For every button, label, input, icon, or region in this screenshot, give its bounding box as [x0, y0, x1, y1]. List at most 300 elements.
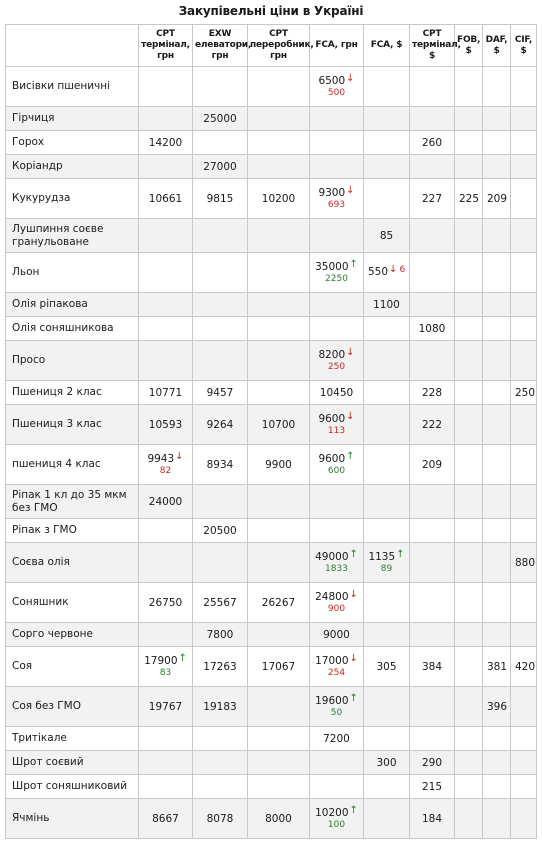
price-value: 17000 [315, 655, 349, 667]
price-cell: 381 [483, 647, 511, 687]
price-cell [139, 155, 193, 179]
table-row [6, 543, 537, 583]
price-cell [483, 341, 511, 381]
price-cell [364, 253, 410, 293]
product-name: Соя без ГМО [6, 687, 139, 727]
price-cell [511, 799, 537, 839]
price-cell [248, 687, 310, 727]
price-value: 6500 [318, 75, 346, 87]
price-cell [483, 317, 511, 341]
price-with-change [315, 551, 358, 574]
price-cell [483, 107, 511, 131]
price-cell [483, 485, 511, 519]
price-cell [364, 775, 410, 799]
price-cell [310, 647, 364, 687]
table-row [6, 341, 537, 381]
price-value: 9943 [147, 453, 175, 465]
price-cell [511, 623, 537, 647]
price-cell [139, 751, 193, 775]
price-cell [364, 107, 410, 131]
price-cell [455, 775, 483, 799]
price-cell [511, 445, 537, 485]
table-row [6, 107, 537, 131]
price-cell [364, 67, 410, 107]
product-name: Кукурудза [6, 179, 139, 219]
product-name: Олія соняшникова [6, 317, 139, 341]
header-cell: FCA, $ [364, 25, 410, 67]
price-cell: 10450 [310, 381, 364, 405]
price-cell: 17263 [193, 647, 248, 687]
product-name: Ріпак з ГМО [6, 519, 139, 543]
price-cell: 184 [410, 799, 455, 839]
price-cell [455, 647, 483, 687]
price-cell: 19183 [193, 687, 248, 727]
product-name: Соєва олія [6, 543, 139, 583]
price-cell: 9264 [193, 405, 248, 445]
price-cell [364, 155, 410, 179]
price-cell [511, 519, 537, 543]
price-cell [139, 253, 193, 293]
price-cell [248, 155, 310, 179]
price-cell [364, 799, 410, 839]
price-cell [483, 799, 511, 839]
product-name: Горох [6, 131, 139, 155]
price-cell [511, 293, 537, 317]
price-value: 35000 [315, 261, 349, 273]
price-cell [511, 67, 537, 107]
product-name: Ячмінь [6, 799, 139, 839]
price-with-change [318, 349, 354, 372]
table-row [6, 381, 537, 405]
table-row [6, 519, 537, 543]
price-cell [310, 799, 364, 839]
price-cell [248, 485, 310, 519]
price-cell [193, 219, 248, 253]
price-cell [410, 543, 455, 583]
price-cell: 10700 [248, 405, 310, 445]
price-cell [139, 727, 193, 751]
price-cell [511, 219, 537, 253]
arrow-up-icon: ↑ [349, 805, 358, 816]
price-with-change [315, 695, 358, 718]
price-cell [364, 131, 410, 155]
price-cell [193, 317, 248, 341]
price-cell: 384 [410, 647, 455, 687]
price-cell [455, 799, 483, 839]
product-name: Пшениця 2 клас [6, 381, 139, 405]
arrow-down-icon: ↓ [349, 653, 358, 664]
product-name: Пшениця 3 клас [6, 405, 139, 445]
price-cell [364, 519, 410, 543]
price-cell: 396 [483, 687, 511, 727]
product-name: Ріпак 1 кл до 35 мкм без ГМО [6, 485, 139, 519]
price-cell [310, 293, 364, 317]
price-cell [310, 445, 364, 485]
price-cell [310, 519, 364, 543]
table-row [6, 67, 537, 107]
header-cell: FCA, грн [310, 25, 364, 67]
product-name: Сорго червоне [6, 623, 139, 647]
price-cell: 8000 [248, 799, 310, 839]
header-cell: CPT термінал, $ [410, 25, 455, 67]
price-cell [511, 405, 537, 445]
price-cell [410, 623, 455, 647]
price-cell [483, 751, 511, 775]
price-cell [511, 485, 537, 519]
page-title: Закупівельні ціни в Україні [178, 4, 364, 18]
price-cell: 8934 [193, 445, 248, 485]
price-cell [410, 341, 455, 381]
table-row [6, 485, 537, 519]
price-cell [139, 775, 193, 799]
price-cell: 25000 [193, 107, 248, 131]
price-cell [364, 485, 410, 519]
price-cell [139, 623, 193, 647]
price-value: 1135 [368, 551, 396, 563]
price-cell [139, 445, 193, 485]
price-cell [310, 67, 364, 107]
price-cell [455, 155, 483, 179]
price-cell [410, 583, 455, 623]
price-cell: 222 [410, 405, 455, 445]
table-row [6, 317, 537, 341]
price-cell [410, 687, 455, 727]
price-cell [511, 253, 537, 293]
price-change: 900 [327, 604, 346, 614]
price-cell [455, 445, 483, 485]
price-change: 254 [327, 668, 346, 678]
price-cell [483, 155, 511, 179]
price-change: 500 [327, 88, 346, 98]
price-value: 9300 [318, 187, 346, 199]
price-cell [511, 317, 537, 341]
price-cell [455, 107, 483, 131]
product-name: Олія ріпакова [6, 293, 139, 317]
price-cell: 228 [410, 381, 455, 405]
price-cell [455, 543, 483, 583]
price-cell [410, 727, 455, 751]
price-cell [248, 341, 310, 381]
price-cell [364, 445, 410, 485]
price-cell [248, 219, 310, 253]
price-cell: 25567 [193, 583, 248, 623]
price-value: 17900 [144, 655, 178, 667]
price-value: 8200 [318, 349, 346, 361]
price-cell: 10661 [139, 179, 193, 219]
price-change: 100 [327, 820, 346, 830]
price-cell: 300 [364, 751, 410, 775]
price-cell [310, 155, 364, 179]
price-cell: 17067 [248, 647, 310, 687]
product-name: Льон [6, 253, 139, 293]
price-cell [193, 727, 248, 751]
product-name: Соя [6, 647, 139, 687]
price-cell [455, 131, 483, 155]
price-cell [310, 687, 364, 727]
product-name: Шрот соєвий [6, 751, 139, 775]
price-cell [193, 775, 248, 799]
price-cell: 27000 [193, 155, 248, 179]
price-with-change [318, 187, 354, 210]
price-cell [248, 519, 310, 543]
price-cell [310, 131, 364, 155]
price-cell [455, 519, 483, 543]
price-cell [511, 155, 537, 179]
product-name: пшениця 4 клас [6, 445, 139, 485]
price-cell [455, 317, 483, 341]
price-cell [364, 381, 410, 405]
product-name: Висівки пшеничні [6, 67, 139, 107]
price-cell [248, 107, 310, 131]
price-value: 550 [368, 266, 389, 278]
price-cell [483, 583, 511, 623]
price-cell [483, 405, 511, 445]
price-cell [193, 543, 248, 583]
price-cell [248, 727, 310, 751]
price-cell [410, 485, 455, 519]
price-cell [483, 445, 511, 485]
price-cell [310, 107, 364, 131]
price-cell [455, 341, 483, 381]
price-cell: 26267 [248, 583, 310, 623]
prices-table [5, 24, 537, 839]
price-cell [410, 107, 455, 131]
price-cell: 1100 [364, 293, 410, 317]
price-cell [364, 623, 410, 647]
table-row [6, 155, 537, 179]
price-cell [410, 293, 455, 317]
price-change: 113 [327, 426, 346, 436]
price-cell: 1080 [410, 317, 455, 341]
price-cell [410, 519, 455, 543]
price-cell: 225 [455, 179, 483, 219]
price-cell [511, 751, 537, 775]
price-change: 600 [327, 466, 346, 476]
product-name: Соняшник [6, 583, 139, 623]
price-cell [310, 405, 364, 445]
price-cell: 215 [410, 775, 455, 799]
price-with-change [318, 75, 354, 98]
price-cell [310, 341, 364, 381]
header-cell: CPT термінал, грн [139, 25, 193, 67]
price-with-change [368, 551, 404, 574]
price-with-change [315, 591, 358, 614]
price-cell [248, 543, 310, 583]
table-row [6, 647, 537, 687]
table-row [6, 799, 537, 839]
arrow-up-icon: ↑ [396, 549, 405, 560]
table-row [6, 751, 537, 775]
price-cell [310, 583, 364, 623]
header-cell: EXW елеватори, грн [193, 25, 248, 67]
price-cell: 250 [511, 381, 537, 405]
price-cell [483, 293, 511, 317]
price-cell: 10593 [139, 405, 193, 445]
price-cell [455, 253, 483, 293]
price-cell [455, 727, 483, 751]
arrow-down-icon: ↓ [346, 347, 355, 358]
price-cell [310, 775, 364, 799]
price-cell: 8667 [139, 799, 193, 839]
price-cell [364, 405, 410, 445]
price-cell: 14200 [139, 131, 193, 155]
price-cell [193, 67, 248, 107]
price-change: 82 [159, 466, 172, 476]
price-value: 9600 [318, 413, 346, 425]
price-cell: 10771 [139, 381, 193, 405]
product-name: Тритікале [6, 727, 139, 751]
price-cell [483, 519, 511, 543]
price-with-change [144, 655, 187, 678]
table-row [6, 219, 537, 253]
header-cell: CIF, $ [511, 25, 537, 67]
price-cell [248, 775, 310, 799]
price-cell [364, 317, 410, 341]
price-cell [139, 67, 193, 107]
price-cell [193, 341, 248, 381]
price-cell [511, 727, 537, 751]
arrow-down-icon: ↓ [175, 451, 184, 462]
price-cell [193, 751, 248, 775]
price-cell [364, 727, 410, 751]
price-cell [455, 293, 483, 317]
price-cell [483, 219, 511, 253]
price-cell [364, 583, 410, 623]
price-change: 1833 [325, 564, 348, 574]
price-cell [364, 341, 410, 381]
price-cell [511, 583, 537, 623]
price-cell [511, 107, 537, 131]
price-cell: 209 [483, 179, 511, 219]
table-header-row [6, 25, 537, 67]
table-row [6, 583, 537, 623]
price-cell: 7200 [310, 727, 364, 751]
price-cell: 24000 [139, 485, 193, 519]
price-value: 19600 [315, 695, 349, 707]
arrow-up-icon: ↑ [178, 653, 187, 664]
header-cell: CPT переробник, грн [248, 25, 310, 67]
price-cell [455, 583, 483, 623]
price-cell [139, 293, 193, 317]
price-cell: 260 [410, 131, 455, 155]
table-row [6, 445, 537, 485]
table-row [6, 687, 537, 727]
price-cell [364, 179, 410, 219]
price-cell [364, 687, 410, 727]
price-cell [455, 219, 483, 253]
price-cell: 8078 [193, 799, 248, 839]
price-cell [310, 751, 364, 775]
arrow-down-icon: ↓ [349, 589, 358, 600]
price-cell: 9457 [193, 381, 248, 405]
price-with-change [147, 453, 183, 476]
price-cell [248, 623, 310, 647]
price-cell: 85 [364, 219, 410, 253]
price-cell [511, 179, 537, 219]
price-cell [455, 687, 483, 727]
price-cell [248, 67, 310, 107]
product-name: Коріандр [6, 155, 139, 179]
price-cell [455, 485, 483, 519]
price-cell [248, 293, 310, 317]
price-with-change [318, 413, 354, 436]
price-cell [410, 253, 455, 293]
table-body [6, 67, 537, 839]
price-cell [483, 381, 511, 405]
price-cell [193, 485, 248, 519]
table-row [6, 727, 537, 751]
price-cell [310, 179, 364, 219]
table-row [6, 293, 537, 317]
table-row [6, 131, 537, 155]
price-cell: 19767 [139, 687, 193, 727]
price-cell [310, 485, 364, 519]
price-with-change [315, 261, 358, 284]
price-cell [193, 131, 248, 155]
arrow-down-icon: ↓ [346, 411, 355, 422]
product-name: Шрот соняшниковий [6, 775, 139, 799]
price-cell: 209 [410, 445, 455, 485]
price-cell [248, 317, 310, 341]
header-cell [6, 25, 139, 67]
price-value: 9600 [318, 453, 346, 465]
price-cell: 9900 [248, 445, 310, 485]
price-cell [483, 67, 511, 107]
price-cell [364, 543, 410, 583]
price-cell [193, 253, 248, 293]
price-change: 6 [399, 265, 406, 275]
price-change: 2250 [325, 274, 348, 284]
table-row [6, 775, 537, 799]
price-with-change [315, 655, 358, 678]
price-cell [483, 623, 511, 647]
header-cell: DAF, $ [483, 25, 511, 67]
price-cell [139, 647, 193, 687]
price-cell [193, 293, 248, 317]
price-cell [139, 543, 193, 583]
price-cell [248, 751, 310, 775]
arrow-up-icon: ↑ [346, 451, 355, 462]
price-cell [483, 775, 511, 799]
price-value: 49000 [315, 551, 349, 563]
price-cell [310, 219, 364, 253]
price-with-change [315, 807, 358, 830]
price-cell: 26750 [139, 583, 193, 623]
price-cell: 880 [511, 543, 537, 583]
price-change: 50 [330, 708, 343, 718]
price-cell [511, 687, 537, 727]
price-cell: 9000 [310, 623, 364, 647]
price-cell [139, 341, 193, 381]
price-cell [310, 543, 364, 583]
price-cell [455, 381, 483, 405]
price-with-change [368, 266, 405, 279]
price-cell [511, 775, 537, 799]
product-name: Просо [6, 341, 139, 381]
price-value: 24800 [315, 591, 349, 603]
product-name: Лушпиння соєве гранульоване [6, 219, 139, 253]
arrow-down-icon: ↓ [346, 73, 355, 84]
price-change: 693 [327, 200, 346, 210]
price-cell [139, 219, 193, 253]
price-cell: 10200 [248, 179, 310, 219]
arrow-up-icon: ↑ [349, 549, 358, 560]
arrow-down-icon: ↓ [346, 185, 355, 196]
price-cell: 7800 [193, 623, 248, 647]
price-cell [248, 253, 310, 293]
header-cell: FOB, $ [455, 25, 483, 67]
price-cell [483, 131, 511, 155]
